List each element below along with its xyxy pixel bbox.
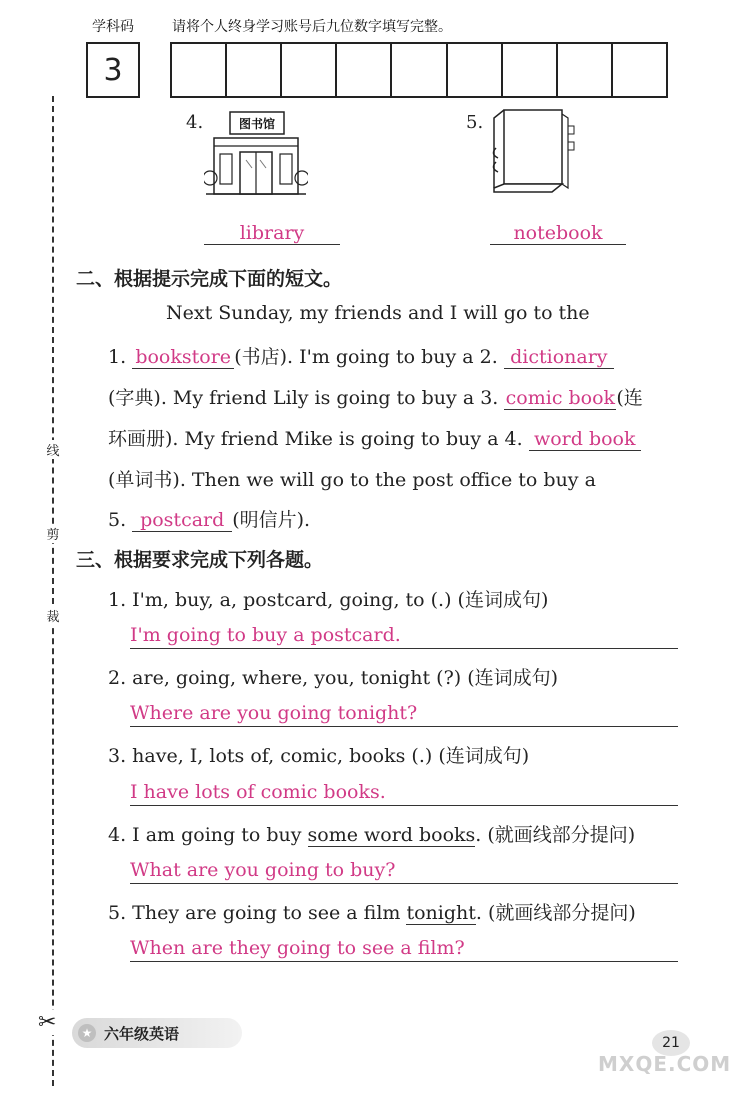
answer-4[interactable]: What are you going to buy?	[130, 857, 678, 884]
section-3-title: 三、根据要求完成下列各题。	[76, 549, 324, 571]
digit-cell[interactable]	[503, 44, 558, 96]
underlined-phrase: some word books	[307, 824, 476, 846]
passage-line: 环画册). My friend Mike is going to buy a 4. word book	[108, 424, 678, 451]
picture-answer: library	[204, 222, 340, 245]
answer-1[interactable]: I'm going to buy a postcard.	[130, 622, 678, 649]
library-building-icon	[204, 108, 308, 198]
blank-1[interactable]: bookstore	[132, 346, 234, 369]
passage-line: (单词书). Then we will go to the post office to buy a	[108, 469, 596, 491]
answer-2[interactable]: Where are you going tonight?	[130, 700, 678, 727]
question-2: 2. are, going, where, you, tonight (?) (连词成句)	[108, 667, 559, 689]
notebook-icon	[488, 104, 578, 198]
digit-cell[interactable]	[558, 44, 613, 96]
section-2-title: 二、根据提示完成下面的短文。	[76, 268, 343, 290]
cut-mark: 线	[44, 440, 62, 459]
answer-3[interactable]: I have lots of comic books.	[130, 779, 678, 806]
digit-cell[interactable]	[227, 44, 282, 96]
blank-5[interactable]: postcard	[132, 509, 232, 532]
book-title-badge	[72, 1018, 242, 1048]
digit-cell[interactable]	[337, 44, 392, 96]
cut-mark: 剪	[44, 524, 62, 543]
star-icon: ★	[78, 1024, 96, 1042]
answer-5[interactable]: When are they going to see a film?	[130, 935, 678, 962]
account-digit-grid[interactable]	[170, 42, 668, 98]
page-number: 21	[652, 1030, 690, 1056]
underlined-phrase: tonight	[406, 902, 476, 924]
picture-number: 5.	[466, 112, 484, 133]
cut-line	[52, 96, 54, 1086]
blank-3[interactable]: comic book	[505, 387, 616, 409]
digit-cell[interactable]	[282, 44, 337, 96]
passage-line: 1. bookstore (书店). I'm going to buy a 2. dictionary	[108, 342, 678, 369]
question-1: 1. I'm, buy, a, postcard, going, to (.) (连词成句)	[108, 589, 549, 611]
digit-cell[interactable]	[448, 44, 503, 96]
subject-code-box: 3	[86, 42, 140, 98]
watermark: MXQE.COM	[598, 1052, 732, 1076]
question-3: 3. have, I, lots of, comic, books (.) (连词成句)	[108, 745, 530, 767]
account-instruction: 请将个人终身学习账号后九位数字填写完整。	[172, 19, 452, 35]
digit-cell[interactable]	[613, 44, 666, 96]
digit-cell[interactable]	[392, 44, 447, 96]
picture-answer: notebook	[490, 222, 626, 245]
passage-line: 5. postcard (明信片).	[108, 509, 311, 531]
passage-line: Next Sunday, my friends and I will go to the	[166, 302, 590, 324]
passage-line: (字典). My friend Lily is going to buy a 3. comic book(连	[108, 387, 643, 409]
library-sign: 图书馆	[238, 117, 276, 131]
digit-cell[interactable]	[172, 44, 227, 96]
question-4: 4. I am going to buy some word books. (就画线部分提问)	[108, 824, 636, 846]
picture-number: 4.	[186, 112, 204, 133]
question-5: 5. They are going to see a film tonight. (就画线部分提问)	[108, 902, 636, 924]
blank-4[interactable]: word book	[529, 428, 641, 451]
subject-code-label: 学科码	[92, 19, 134, 35]
cut-mark: 裁	[44, 606, 62, 625]
blank-2[interactable]: dictionary	[504, 346, 614, 369]
scissors-icon: ✂	[38, 1010, 57, 1035]
book-title: 六年级英语	[104, 1024, 180, 1043]
